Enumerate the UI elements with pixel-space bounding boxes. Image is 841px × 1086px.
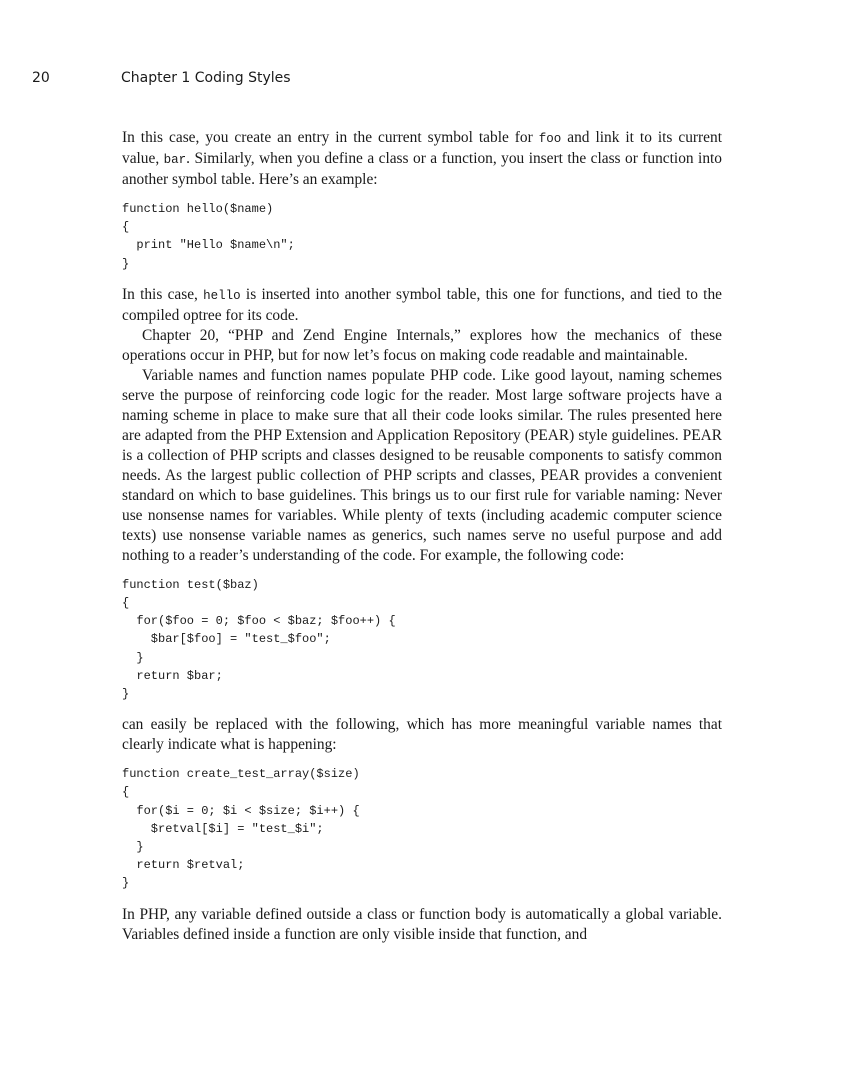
paragraph: Chapter 20, “PHP and Zend Engine Internals,” explores how the mechanics of these operations occur in PHP, but for now let’s focus on making code readable and maintainable. [122, 326, 722, 364]
page-body [122, 128, 722, 945]
paragraph: can easily be replaced with the following, which has more meaningful variable names that clearly indicate what is happening: [122, 716, 722, 754]
paragraph: Variable names and function names populate PHP code. Like good layout, naming schemes serve the purpose of reinforcing code logic for the reader. Most large software projects have a naming scheme in place to make sure that all their code looks similar. The rules presented here are adapted from the PHP Extension and Application Repository (PEAR) style guidelines. PEAR is a collection of PHP scripts and classes designed to be reusable components to satisfy common needs. As the largest public collection of PHP scripts and classes, PEAR provides a convenient standard on which to base guidelines. This brings us to our first rule for variable naming: Never use nonsense names for variables. While plenty of texts (including academic computer science texts) use nonsense variable names as generics, such names serve no useful purpose and add nothing to a reader’s understanding of the code. For example, the following code: [122, 366, 722, 564]
paragraph: In this case, hello is inserted into another symbol table, this one for functions, and tied to the compiled optree for its code. [122, 285, 722, 324]
inline-code: hello [203, 288, 241, 303]
code-block: function test($baz) { for($foo = 0; $foo < $baz; $foo++) { $bar[$foo] = "test_$foo"; } return $bar; } [122, 577, 396, 702]
code-block: function create_test_array($size) { for($i = 0; $i < $size; $i++) { $retval[$i] = "test_$i"; } return $retval; } [122, 767, 360, 891]
paragraph: In PHP, any variable defined outside a class or function body is automatically a global variable. Variables defined inside a function are only visible inside that function, and [122, 905, 722, 943]
paragraph: In this case, you create an entry in the current symbol table for foo and link it to its current value, bar. Similarly, when you define a class or a function, you insert the class or function into another symbol table. Here’s an example: [122, 129, 722, 188]
running-header [32, 70, 732, 92]
inline-code: bar [163, 153, 187, 167]
page-number: 20 [32, 70, 50, 86]
chapter-title: Chapter 1 Coding Styles [121, 70, 291, 86]
inline-code: foo [538, 132, 562, 146]
code-block: function hello($name) { print "Hello $name\n"; } [122, 202, 295, 271]
